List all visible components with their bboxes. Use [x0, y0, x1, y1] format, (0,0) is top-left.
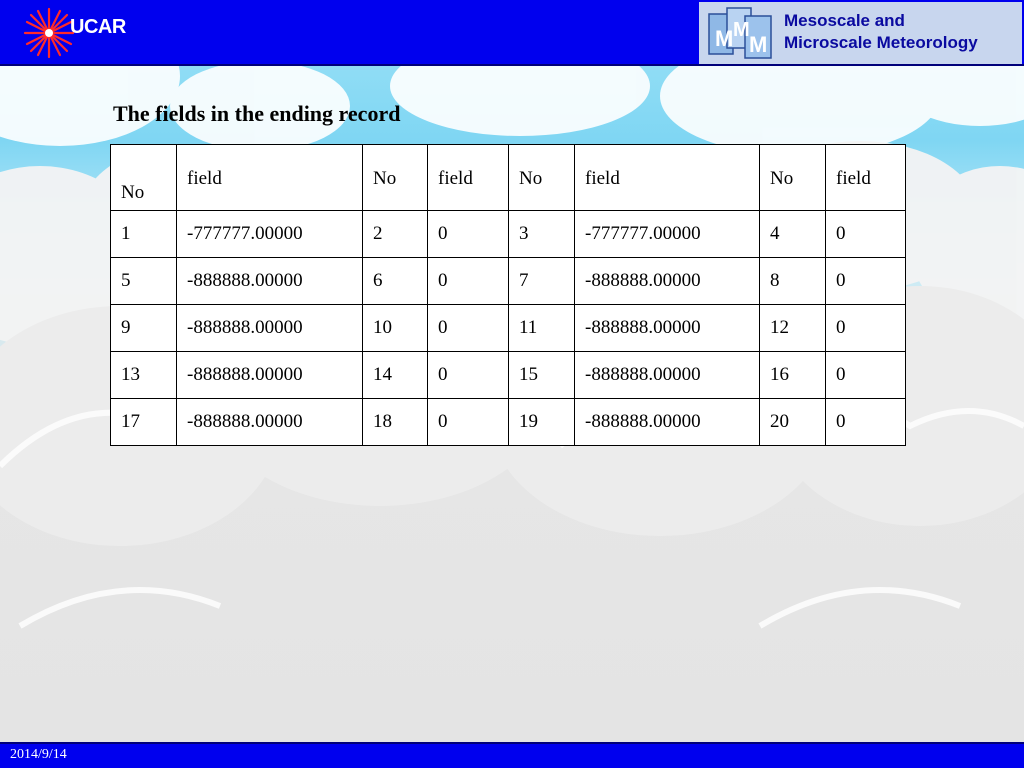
- table-cell: 9: [111, 305, 177, 352]
- table-cell: -888888.00000: [575, 399, 760, 446]
- table-cell: 10: [363, 305, 428, 352]
- table-cell: 17: [111, 399, 177, 446]
- mmm-division-logo[interactable]: [699, 2, 1022, 64]
- table-cell: -777777.00000: [177, 211, 363, 258]
- table-cell: 20: [760, 399, 826, 446]
- ucar-logo-text: UCAR: [70, 16, 126, 38]
- table-cell: 0: [826, 305, 906, 352]
- footer-bar: [0, 742, 1024, 768]
- org-name-line1: Mesoscale and: [784, 11, 905, 30]
- table-cell: 6: [363, 258, 428, 305]
- table-cell: 15: [509, 352, 575, 399]
- table-cell: 2: [363, 211, 428, 258]
- table-cell: 0: [428, 305, 509, 352]
- table-cell: 12: [760, 305, 826, 352]
- table-cell: 0: [428, 399, 509, 446]
- table-row: [111, 211, 906, 258]
- column-header: No: [363, 145, 428, 211]
- ucar-logo[interactable]: [22, 6, 132, 62]
- table-header-row: [111, 145, 906, 211]
- table-cell: -888888.00000: [177, 399, 363, 446]
- column-header: No: [760, 145, 826, 211]
- table-cell: -888888.00000: [575, 352, 760, 399]
- table-cell: 1: [111, 211, 177, 258]
- column-header: No: [111, 145, 177, 211]
- table-cell: -888888.00000: [575, 305, 760, 352]
- table-cell: -888888.00000: [177, 258, 363, 305]
- column-header: field: [826, 145, 906, 211]
- footer-date: 2014/9/14: [10, 747, 67, 762]
- table-row: [111, 399, 906, 446]
- table-cell: 19: [509, 399, 575, 446]
- column-header: No: [509, 145, 575, 211]
- table-cell: 0: [428, 211, 509, 258]
- table-row: [111, 258, 906, 305]
- column-header: field: [428, 145, 509, 211]
- org-name-line2: Microscale Meteorology: [784, 33, 978, 52]
- table-cell: 0: [428, 258, 509, 305]
- table-cell: 7: [509, 258, 575, 305]
- table-cell: 0: [826, 399, 906, 446]
- table-cell: 16: [760, 352, 826, 399]
- table-cell: 3: [509, 211, 575, 258]
- slide-title: The fields in the ending record: [113, 101, 401, 126]
- table-cell: -888888.00000: [177, 305, 363, 352]
- table-cell: -888888.00000: [177, 352, 363, 399]
- table-row: [111, 352, 906, 399]
- column-header: field: [575, 145, 760, 211]
- table-cell: 8: [760, 258, 826, 305]
- table-cell: 0: [826, 258, 906, 305]
- table-cell: 0: [826, 352, 906, 399]
- fields-table: [110, 144, 906, 446]
- column-header: field: [177, 145, 363, 211]
- table-cell: 11: [509, 305, 575, 352]
- table-cell: -888888.00000: [575, 258, 760, 305]
- svg-text:M: M: [715, 26, 734, 51]
- table-cell: -777777.00000: [575, 211, 760, 258]
- svg-text:M: M: [749, 32, 768, 57]
- table-cell: 5: [111, 258, 177, 305]
- table-cell: 18: [363, 399, 428, 446]
- header-bar: [0, 0, 1024, 66]
- table-row: [111, 305, 906, 352]
- table-cell: 14: [363, 352, 428, 399]
- table-cell: 0: [428, 352, 509, 399]
- mmm-cube-icon: [705, 4, 775, 62]
- table-cell: 4: [760, 211, 826, 258]
- star-burst-icon: [22, 6, 76, 60]
- svg-text:M: M: [733, 19, 750, 41]
- table-cell: 0: [826, 211, 906, 258]
- table-cell: 13: [111, 352, 177, 399]
